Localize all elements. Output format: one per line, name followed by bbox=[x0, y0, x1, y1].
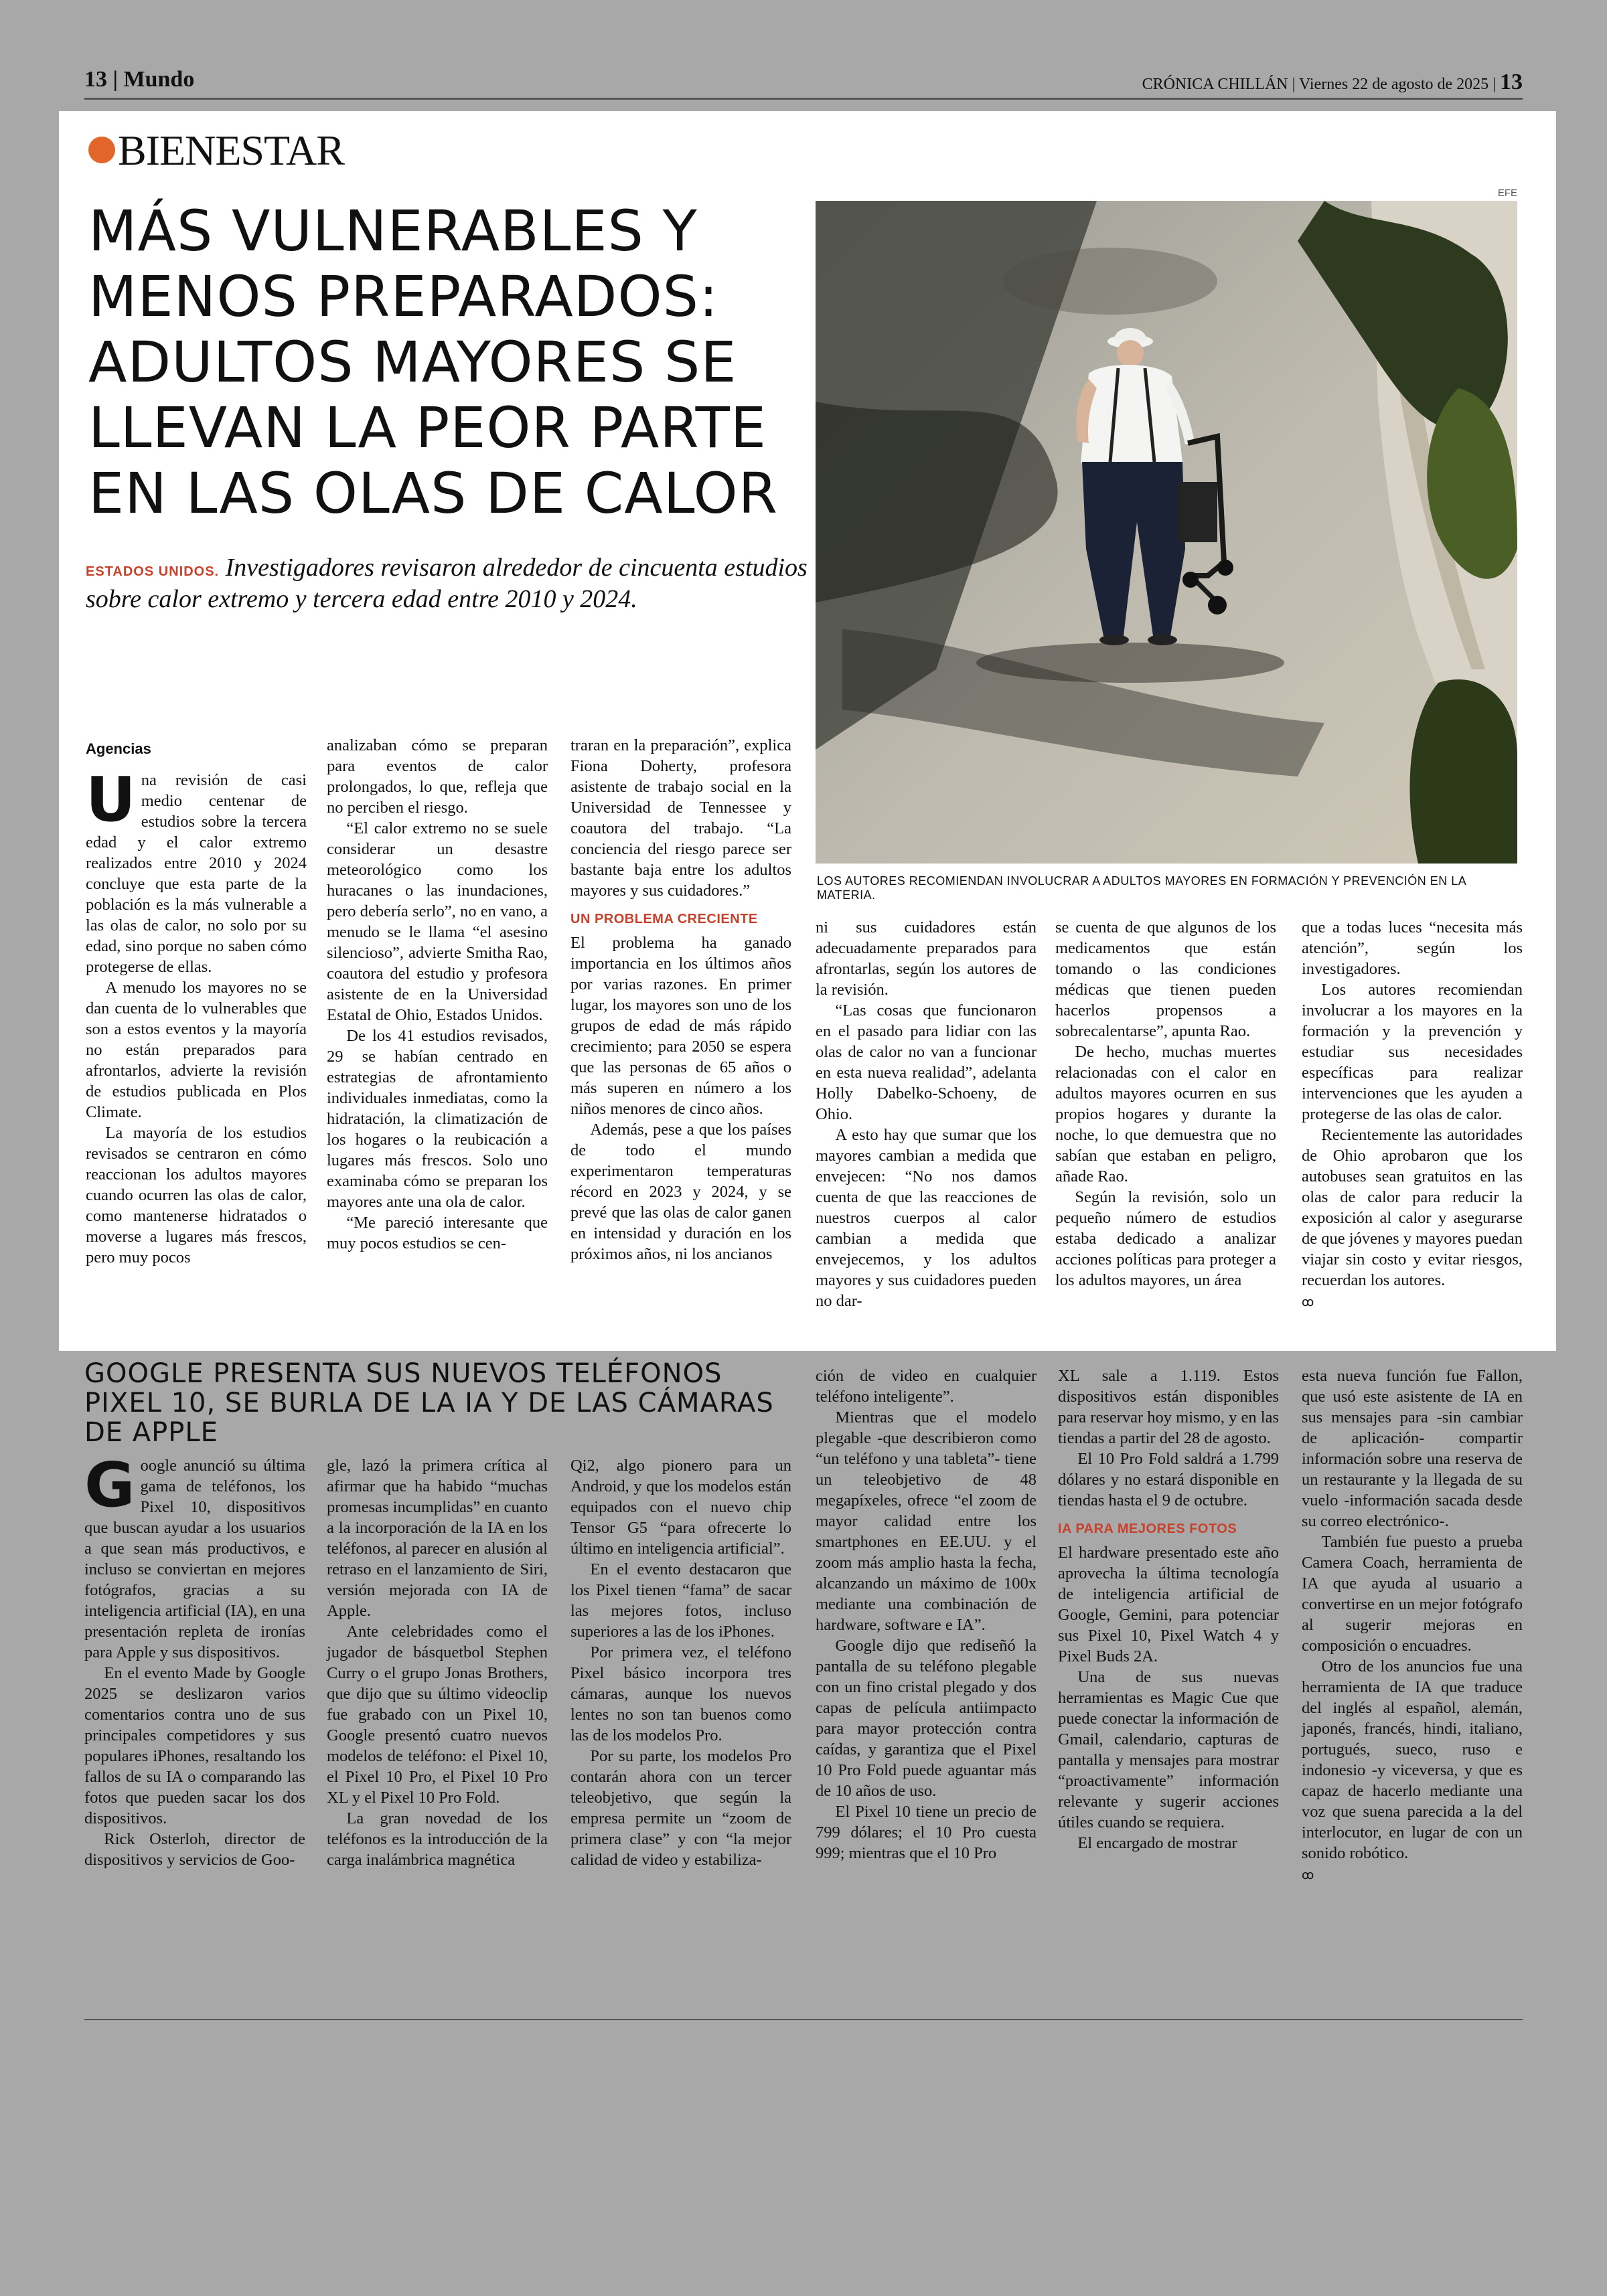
photo-credit: EFE bbox=[1497, 187, 1517, 199]
paragraph: oogle anunció su última gama de teléfonos, los Pixel 10, dispositivos que buscan ayudar a los usuarios a que sean más productivos, e incluso se conviertan en mejores fotógrafos, gracias a su inteligencia artificial (IA), en una presentación repleta de ironías para Apple y sus dispositivos. bbox=[84, 1457, 305, 1661]
bottom-rule bbox=[84, 2019, 1523, 2020]
header-right: CRÓNICA CHILLÁN | Viernes 22 de agosto de 2025 | 13 bbox=[1142, 70, 1523, 94]
paragraph: El encargado de mostrar bbox=[1077, 1834, 1237, 1852]
paragraph: ción de video en cualquier teléfono inteligente”. bbox=[816, 1367, 1037, 1406]
brief-column-1 bbox=[84, 1449, 305, 1870]
end-mark-icon: ꝏ bbox=[1302, 1868, 1314, 1882]
paragraph: De los 41 estudios revisados, 29 se habían centrado en estrategias de afrontamiento individuales inmediatas, como la hidratación, la climatización de los hogares o la reubicación a lugares más frescos. Solo uno examinaba cómo se preparan los mayores ante una ola de calor. bbox=[327, 1027, 548, 1211]
paragraph: A menudo los mayores no se dan cuenta de lo vulnerables que son a estos eventos y la mayoría no están preparados para afrontarlos, advierte la revisión de estudios publicada en Plos Climate. bbox=[86, 979, 307, 1121]
paragraph: Por primera vez, el teléfono Pixel básico incorpora tres cámaras, aunque los nuevos lentes no son tan buenos como las de los modelos Pro. bbox=[570, 1643, 791, 1744]
drop-cap: U bbox=[86, 764, 136, 835]
paragraph: El problema ha ganado importancia en los últimos años por varias razones. En primer lugar, los mayores son uno de los grupos de edad de más rápido crecimiento; para 2050 se espera que las personas de 65 años o más superen en número a los niños menores de cinco años. bbox=[570, 934, 791, 1118]
brief-column-6 bbox=[1302, 1366, 1523, 1886]
paragraph: que a todas luces “necesita más atención”, según los investigadores. bbox=[1302, 918, 1523, 978]
article-column-2 bbox=[327, 735, 548, 1254]
section-name: Mundo bbox=[123, 67, 195, 92]
secondary-headline: GOOGLE PRESENTA SUS NUEVOS TELÉFONOS PIXEL 10, SE BURLA DE LA IA Y DE LAS CÁMARAS DE APPLE bbox=[84, 1358, 774, 1448]
paragraph: De hecho, muchas muertes relacionadas con el calor en adultos mayores ocurren en sus propios hogares y durante la noche, lo que demuestra que no sabían que estaban en peligro, añade Rao. bbox=[1055, 1043, 1276, 1185]
page-header bbox=[84, 64, 1523, 100]
dek-text: Investigadores revisaron alrededor de cincuenta estudios sobre calor extremo y tercera edad entre 2010 y 2024. bbox=[86, 554, 808, 613]
section-dot-icon bbox=[88, 137, 115, 163]
subhead: IA PARA MEJORES FOTOS bbox=[1058, 1522, 1237, 1536]
paragraph: Los autores recomiendan involucrar a los mayores en la formación y la prevención y estudiar sus necesidades específicas para realizar intervenciones que les ayuden a protegerse de las olas de calor. bbox=[1302, 981, 1523, 1123]
byline: Agencias bbox=[86, 740, 151, 757]
paragraph: El 10 Pro Fold saldrá a 1.799 dólares y no estará disponible en tiendas hasta el 9 de octubre. bbox=[1058, 1450, 1279, 1509]
paragraph: “Las cosas que funcionaron en el pasado para lidiar con las olas de calor no van a funcionar en esta nueva realidad”, adelanta Holly Dabelko-Schoeny, de Ohio. bbox=[816, 1001, 1037, 1123]
page-number-left: 13 bbox=[84, 67, 107, 92]
paragraph: Recientemente las autoridades de Ohio aprobaron que los autobuses sean gratuitos en las olas de calor para reducir la exposición al calor y asegurarse de que jóvenes y mayores puedan viajar sin costo y evitar riesgos, recuerdan los autores. bbox=[1302, 1126, 1523, 1289]
brief-column-2 bbox=[327, 1455, 548, 1870]
paragraph: traran en la preparación”, explica Fiona Doherty, profesora asistente de trabajo social en la Universidad de Tennessee y coautora del trabajo. “La conciencia del riesgo parece ser bastante baja entre los adultos mayores y sus cuidadores.” bbox=[570, 736, 791, 900]
paragraph: Además, pese a que los países de todo el mundo experimentaron temperaturas récord en 2023 y 2024, y se prevé que las olas de calor ganen en intensidad y duración en los próximos años, ni los ancianos bbox=[570, 1121, 791, 1263]
paragraph: La mayoría de los estudios revisados se centraron en cómo reaccionan los adultos mayores cuando ocurren las olas de calor, como mantenerse hidratados o moverse a lugares más frescos, pero muy pocos bbox=[86, 1124, 307, 1266]
paragraph: Rick Osterloh, director de dispositivos y servicios de Goo- bbox=[84, 1830, 305, 1869]
paragraph: Qi2, algo pionero para un Android, y que los modelos están equipados con el nuevo chip Tensor G5 “para ofrecerte lo último en inteligencia artificial”. bbox=[570, 1457, 791, 1558]
article-column-6 bbox=[1302, 917, 1523, 1313]
brief-column-5 bbox=[1058, 1366, 1279, 1854]
paragraph: Por su parte, los modelos Pro contarán ahora con un tercer teleobjetivo, que según la empresa permite un “zoom de primera clase” y con “la mejor calidad de video y estabiliza- bbox=[570, 1747, 791, 1869]
paragraph: Mientras que el modelo plegable -que describieron como “un teléfono y una tableta”- tiene un teleobjetivo de 48 megapíxeles, ofrece “el zoom de mayor calidad entre los smartphones en EE.UU. y el zoom más amplio hasta la fecha, alcanzando un máximo de 100x mediante una combinación de hardware, software e IA”. bbox=[816, 1408, 1037, 1634]
paragraph: na revisión de casi medio centenar de estudios sobre la tercera edad y el calor extremo realizados entre 2010 y 2024 concluye que esta parte de la población es la más vulnerable a las olas de calor, no solo por su edad, sino porque no saben cómo protegerse de ellas. bbox=[86, 771, 307, 976]
paragraph: se cuenta de que algunos de los medicamentos que están tomando o las condiciones médicas que tienen pueden hacerlos propensos a sobrecalentarse”, apunta Rao. bbox=[1055, 918, 1276, 1040]
paragraph: Ante celebridades como el jugador de básquetbol Stephen Curry o el grupo Jonas Brothers, que dijo que su último videoclip fue grabado con un Pixel 10, Google presentó cuatro nuevos modelos de teléfono: el Pixel 10, el Pixel 10 Pro, el Pixel 10 Pro XL y el Pixel 10 Pro Fold. bbox=[327, 1623, 548, 1807]
article-column-3 bbox=[570, 735, 791, 1264]
article-headline: MÁS VULNERABLES Y MENOS PREPARADOS: ADULTOS MAYORES SE LLEVAN LA PEOR PARTE EN LAS OLAS DE CALOR bbox=[88, 198, 779, 526]
drop-cap: G bbox=[84, 1449, 135, 1521]
section-label-text: BIENESTAR bbox=[118, 127, 344, 174]
section-label bbox=[88, 126, 344, 175]
paragraph: A esto hay que sumar que los mayores cambian a medida que envejecen: “No nos damos cuenta de que las reacciones de nuestros cuerpos al calor cambian a medida que envejecemos, y los adultos mayores y sus cuidadores pueden no dar- bbox=[816, 1126, 1037, 1310]
article-photo bbox=[816, 201, 1517, 864]
paragraph: esta nueva función fue Fallon, que usó este asistente de IA en sus mensajes para -sin cambiar de aplicación- compartir información sobre una reserva de un restaurante y la llegada de su vuelo -información sacada desde su correo electrónico-. bbox=[1302, 1367, 1523, 1530]
paragraph: gle, lazó la primera crítica al afirmar que ha habido “muchas promesas incumplidas” en cuanto a la incorporación de la IA en los teléfonos, al parecer en alusión al retraso en el lanzamiento de Siri, versión mejorada con IA de Apple. bbox=[327, 1457, 548, 1620]
publication-name: CRÓNICA CHILLÁN bbox=[1142, 76, 1288, 93]
end-mark-icon: ꝏ bbox=[1302, 1295, 1314, 1309]
article-column-5 bbox=[1055, 917, 1276, 1291]
issue-date: Viernes 22 de agosto de 2025 bbox=[1299, 76, 1489, 93]
paragraph: analizaban cómo se preparan para eventos de calor prolongados, lo que, refleja que no perciben el riesgo. bbox=[327, 736, 548, 817]
paragraph: El hardware presentado este año aprovecha la última tecnología de inteligencia artificial de Google, Gemini, para potenciar sus Pixel 10, Pixel Watch 4 y Pixel Buds 2A. bbox=[1058, 1544, 1279, 1665]
paragraph: “El calor extremo no se suele considerar un desastre meteorológico como los huracanes o las inundaciones, pero debería serlo”, no en vano, a menudo se le llama “el asesino silencioso”, advierte Smitha Rao, coautora del estudio y profesora asistente de en la Universidad Estatal de Ohio, Estados Unidos. bbox=[327, 819, 548, 1024]
paragraph: Según la revisión, solo un pequeño número de estudios estaba dedicado a analizar acciones políticas para proteger a los adultos mayores, un área bbox=[1055, 1188, 1276, 1289]
article-dek bbox=[86, 554, 822, 613]
paragraph: El Pixel 10 tiene un precio de 799 dólares; el 10 Pro cuesta 999; mientras que el 10 Pro bbox=[816, 1803, 1037, 1862]
paragraph: En el evento destacaron que los Pixel tienen “fama” de sacar las mejores fotos, incluso superiores a las de los iPhones. bbox=[570, 1560, 791, 1641]
main-article bbox=[59, 111, 1556, 1351]
article-column-1 bbox=[86, 764, 307, 1268]
elderly-man-walker-photo bbox=[816, 201, 1517, 864]
paragraph: La gran novedad de los teléfonos es la introducción de la carga inalámbrica magnética bbox=[327, 1809, 548, 1869]
brief-column-3 bbox=[570, 1455, 791, 1870]
photo-caption: LOS AUTORES RECOMIENDAN INVOLUCRAR A ADULTOS MAYORES EN FORMACIÓN Y PREVENCIÓN EN LA MATERIA. bbox=[817, 874, 1466, 902]
paragraph: Google dijo que rediseñó la pantalla de su teléfono plegable con un fino cristal plegado y dos capas de película antiimpacto para mayor protección contra caídas, y garantiza que el Pixel 10 Pro Fold puede aguantar más de 10 años de uso. bbox=[816, 1637, 1037, 1800]
paragraph: Una de sus nuevas herramientas es Magic Cue que puede conectar la información de Gmail, calendario, capturas de pantalla y mensajes para mostrar “proactivamente” información relevante y sugerir acciones útiles cuando se requiera. bbox=[1058, 1668, 1279, 1831]
dek-kicker: ESTADOS UNIDOS. bbox=[86, 564, 220, 579]
paragraph: “Me pareció interesante que muy pocos estudios se cen- bbox=[327, 1214, 548, 1252]
paragraph: También fue puesto a prueba Camera Coach, herramienta de IA que ayuda al usuario a convertirse en un mejor fotógrafo al sugerir mejoras en composición o encuadres. bbox=[1302, 1533, 1523, 1655]
page-number-right: 13 bbox=[1500, 70, 1523, 94]
article-column-4 bbox=[816, 917, 1037, 1311]
subhead: UN PROBLEMA CRECIENTE bbox=[570, 912, 758, 926]
paragraph: ni sus cuidadores están adecuadamente preparados para afrontarlas, según los autores de la revisión. bbox=[816, 918, 1037, 999]
paragraph: XL sale a 1.119. Estos dispositivos están disponibles para reservar hoy mismo, y en las tiendas a partir del 28 de agosto. bbox=[1058, 1367, 1279, 1447]
paragraph: Otro de los anuncios fue una herramienta de IA que traduce del inglés al español, alemán, japonés, francés, hindi, italiano, portugués, sueco, ruso e indonesio -y viceversa, y que es capaz de hacerlo mediante una voz que suena parecida a la del interlocutor, en lugar de con un sonido robótico. bbox=[1302, 1657, 1523, 1862]
brief-column-4 bbox=[816, 1366, 1037, 1864]
header-left: 13 | Mundo bbox=[84, 67, 195, 92]
paragraph: En el evento Made by Google 2025 se deslizaron varios comentarios contra uno de sus principales competidores y sus populares iPhones, resaltando los fallos de su IA o comparando las fotos que pueden sacar los dos dispositivos. bbox=[84, 1664, 305, 1827]
